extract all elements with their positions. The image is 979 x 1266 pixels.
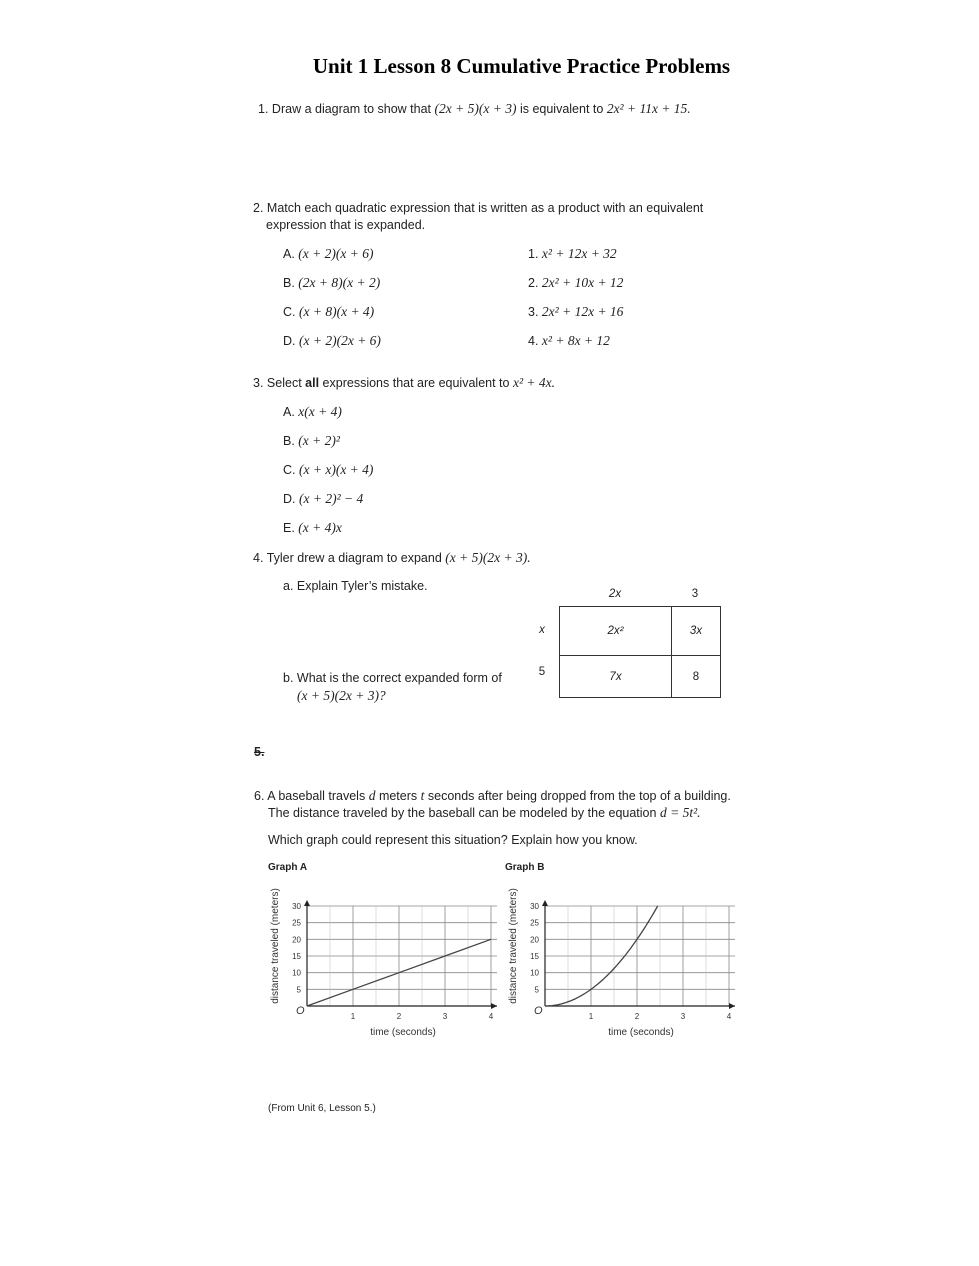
x-axis-arrow: [729, 1003, 735, 1009]
q2-left-item: C. (x + 8)(x + 4): [283, 304, 375, 319]
y-tick-label: 20: [292, 935, 301, 945]
page-title: Unit 1 Lesson 8 Cumulative Practice Problems: [312, 54, 731, 78]
q3-option: B. (x + 2)²: [283, 433, 340, 448]
q2-line-1: Match each quadratic expression that is written as a product with an equivalent: [266, 201, 704, 215]
graph-a-xlabel: time (seconds): [370, 1027, 436, 1038]
question-6: 6. A baseball travels d meters t seconds after being dropped from the top of a building.: [254, 788, 731, 803]
q2-right-item: 1. x² + 12x + 32: [528, 246, 617, 261]
x-tick-label: 3: [442, 1012, 448, 1021]
q4-expression: (x + 5)(2x + 3).: [445, 550, 531, 565]
q4-part-a: a. Explain Tyler’s mistake.: [283, 579, 428, 593]
y-tick-label: 20: [530, 935, 539, 945]
x-tick-label: 4: [726, 1012, 732, 1021]
x-tick-label: 2: [396, 1012, 402, 1021]
graph-b-title: Graph B: [505, 862, 545, 873]
y-tick-label: 25: [292, 918, 301, 928]
question-4: 4. Tyler drew a diagram to expand (x + 5)(2x + 3).: [253, 550, 531, 565]
x-tick-label: 4: [488, 1012, 494, 1021]
q1-expression-2: 2x² + 11x + 15.: [606, 101, 691, 116]
y-tick-label: 5: [534, 985, 539, 995]
question-3: 3. Select all expressions that are equivalent to x² + 4x.: [253, 375, 555, 390]
diagram-row-header: 5: [538, 666, 546, 678]
q3-option: C. (x + x)(x + 4): [283, 462, 374, 477]
q4-part-b: b. What is the correct expanded form of: [283, 671, 502, 685]
q2-right-item: 4. x² + 8x + 12: [528, 333, 610, 348]
question-1: [258, 100, 691, 118]
graph-a-title: Graph A: [268, 862, 308, 873]
q2-number: 2.: [253, 201, 264, 215]
q1-expression-1: (2x + 5)(x + 3): [434, 101, 517, 116]
question-5: 5.: [254, 745, 265, 759]
x-tick-label: 3: [680, 1012, 686, 1021]
q6-question: Which graph could represent this situation? Explain how you know.: [268, 833, 638, 847]
y-tick-label: 10: [292, 968, 301, 978]
graph-a-ylabel: distance traveled (meters): [270, 888, 281, 1004]
q3-bold-all: all: [305, 376, 320, 390]
q2-right-item: 3. 2x² + 12x + 16: [528, 304, 624, 319]
graph-a: [265, 880, 505, 1045]
question-2: [253, 200, 703, 217]
diagram-row-header: x: [539, 624, 545, 636]
q1-mid-text: is equivalent to: [519, 102, 604, 116]
diagram-cell: 7x: [560, 656, 672, 698]
x-axis-arrow: [491, 1003, 497, 1009]
q1-text: Draw a diagram to show that: [271, 102, 432, 116]
q2-left-item: D. (x + 2)(2x + 6): [283, 333, 381, 348]
q6-equation: d = 5t².: [659, 805, 701, 820]
diagram-cell: 8: [672, 656, 721, 698]
diagram-cell: 3x: [672, 607, 721, 656]
q1-number: 1.: [258, 102, 269, 116]
source-note: (From Unit 6, Lesson 5.): [268, 1103, 376, 1114]
graph-b-xlabel: time (seconds): [608, 1027, 674, 1038]
graph-b-ylabel: distance traveled (meters): [508, 888, 519, 1004]
x-tick-label: 1: [350, 1012, 356, 1021]
graph-b: [503, 880, 743, 1045]
diagram-cell: 2x²: [560, 607, 672, 656]
y-tick-label: 30: [292, 902, 301, 911]
q4-part-b-expression: (x + 5)(2x + 3)?: [297, 688, 386, 703]
q3-option: A. x(x + 4): [283, 404, 342, 419]
q2-left-item: A. (x + 2)(x + 6): [283, 246, 374, 261]
q2-right-item: 2. 2x² + 10x + 12: [528, 275, 624, 290]
x-tick-label: 2: [634, 1012, 640, 1021]
y-axis-arrow: [542, 900, 548, 906]
graph-b-origin-label: O: [534, 1005, 543, 1017]
y-tick-label: 15: [292, 952, 301, 961]
x-tick-label: 1: [588, 1012, 594, 1021]
y-tick-label: 15: [530, 952, 539, 961]
diagram-col-header: 3: [691, 588, 699, 600]
area-diagram: [559, 606, 721, 698]
y-tick-label: 5: [296, 985, 301, 995]
y-tick-label: 25: [530, 918, 539, 928]
y-axis-arrow: [304, 900, 310, 906]
graph-a-origin-label: O: [296, 1005, 305, 1017]
q4-number: 4.: [253, 551, 264, 565]
q2-left-item: B. (2x + 8)(x + 2): [283, 275, 381, 290]
q6-line-2: The distance traveled by the baseball can be modeled by the equation d = 5t².: [268, 805, 701, 820]
q6-number: 6.: [254, 789, 265, 803]
diagram-col-header: 2x: [608, 588, 622, 600]
q3-option: D. (x + 2)² − 4: [283, 491, 364, 506]
q2-line-2: expression that is expanded.: [266, 218, 426, 232]
q3-number: 3.: [253, 376, 264, 390]
y-tick-label: 30: [530, 902, 539, 911]
q3-option: E. (x + 4)x: [283, 520, 342, 535]
q3-expression: x² + 4x.: [512, 375, 555, 390]
y-tick-label: 10: [530, 968, 539, 978]
